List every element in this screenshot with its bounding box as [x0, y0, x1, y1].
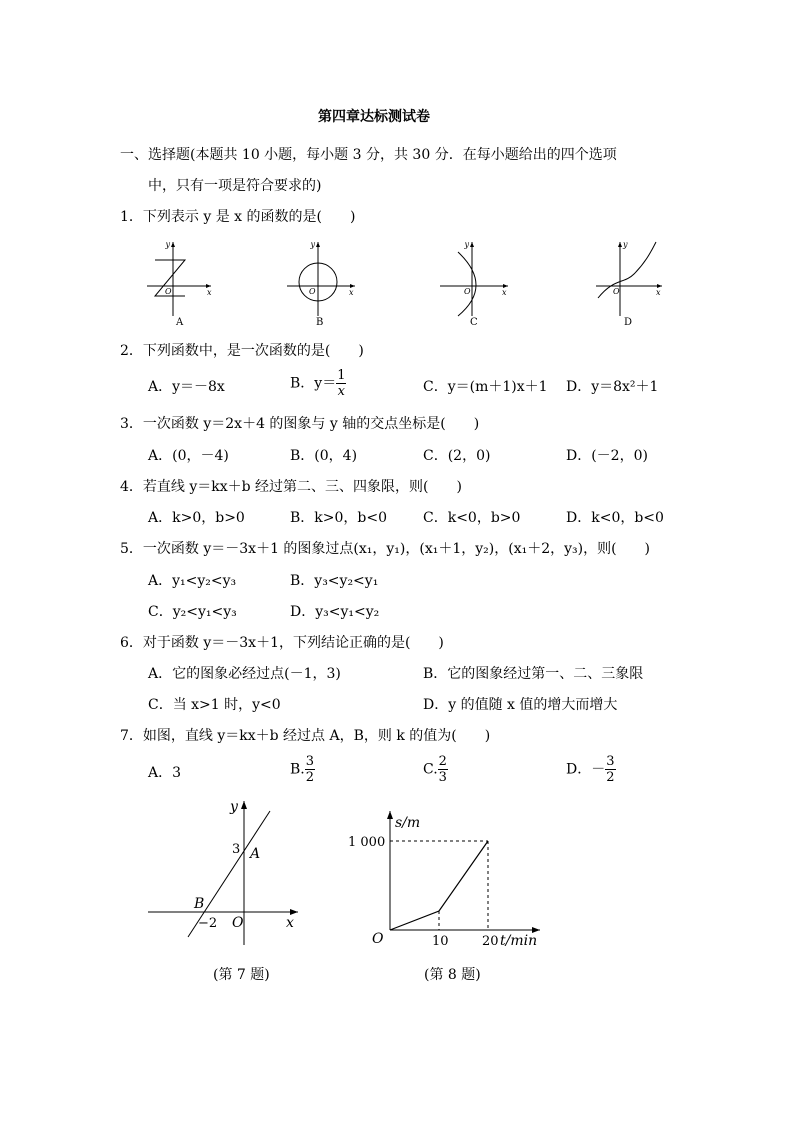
fraction — [336, 368, 346, 399]
option-c-prefix: C. — [423, 761, 438, 778]
y-tick-1000: 1 000 — [348, 835, 386, 850]
x-tick-20: 20 — [482, 934, 499, 949]
axis-y-label: y — [165, 240, 170, 249]
origin-label: O — [309, 287, 316, 296]
axis-x-label: x — [207, 288, 212, 297]
numerator: 3 — [305, 754, 315, 769]
option-b-prefix: B. — [290, 761, 305, 778]
question-4-option-b: B．k>0，b<0 — [290, 510, 388, 526]
section-header-line1: 一、选择题(本题共 10 小题，每小题 3 分，共 30 分．在每小题给出的四个选项 — [120, 147, 617, 163]
question-1-graph-b — [285, 238, 360, 318]
axis-x-label: x — [349, 288, 354, 297]
y-axis-label: s/m — [395, 815, 421, 831]
question-3-stem: 3．一次函数 y＝2x＋4 的图象与 y 轴的交点坐标是( ) — [120, 416, 480, 432]
axis-x-label: x — [502, 288, 507, 297]
question-4-option-c: C．k<0，b>0 — [423, 510, 521, 526]
origin-label: O — [165, 287, 172, 296]
x-intercept-value: −2 — [198, 916, 218, 931]
question-2-stem: 2．下列函数中，是一次函数的是( ) — [120, 343, 364, 359]
question-1-graph-c — [438, 238, 513, 318]
question-1-graph-d — [594, 238, 666, 318]
section-header-line2: 中，只有一项是符合要求的) — [148, 178, 322, 194]
axis-y-label: y — [310, 240, 315, 249]
origin-label: O — [613, 287, 620, 296]
question-7-option-c — [423, 754, 448, 785]
question-2-option-d: D．y＝8x²＋1 — [566, 379, 659, 395]
question-5-option-c: C．y₂<y₁<y₃ — [148, 604, 237, 620]
question-6-option-a: A．它的图象必经过点(－1，3) — [148, 666, 341, 682]
fraction — [305, 754, 315, 785]
question-5-stem: 5．一次函数 y＝－3x＋1 的图象过点(x₁，y₁)，(x₁＋1，y₂)，(x₁＋2，y₃)，则( ) — [120, 541, 651, 557]
question-1-label-b: B — [316, 317, 324, 328]
denominator: 3 — [438, 770, 447, 785]
x-axis-label: t/min — [500, 933, 538, 949]
question-5-option-b: B．y₃<y₂<y₁ — [290, 573, 379, 589]
figure-7-caption: (第 7 题) — [213, 967, 270, 983]
question-3-option-b: B．(0，4) — [290, 448, 358, 464]
numerator: 1 — [337, 368, 346, 383]
question-1-graph-a — [145, 238, 215, 318]
question-1-label-d: D — [624, 317, 633, 328]
denominator: 2 — [606, 770, 615, 785]
option-d-prefix: D．－ — [566, 761, 606, 778]
origin-label: O — [232, 915, 244, 931]
figure-7-graph — [140, 795, 310, 950]
question-5-option-d: D．y₃<y₁<y₂ — [290, 604, 380, 620]
question-7-stem: 7．如图，直线 y＝kx＋b 经过点 A，B，则 k 的值为( ) — [120, 728, 491, 744]
question-2-option-c: C．y＝(m＋1)x＋1 — [423, 379, 548, 395]
question-6-option-d: D．y 的值随 x 值的增大而增大 — [423, 697, 618, 713]
question-2-option-b — [290, 368, 346, 399]
question-4-stem: 4．若直线 y＝kx＋b 经过第二、三、四象限，则( ) — [120, 479, 462, 495]
fraction — [438, 754, 448, 785]
question-3-option-c: C．(2，0) — [423, 448, 491, 464]
numerator: 2 — [438, 754, 447, 769]
question-7-option-d — [566, 754, 616, 785]
question-6-option-c: C．当 x>1 时，y<0 — [148, 697, 281, 713]
denominator: 2 — [305, 770, 315, 785]
question-6-option-b: B．它的图象经过第一、二、三象限 — [423, 666, 644, 682]
origin-label: O — [372, 931, 384, 947]
denominator: x — [337, 384, 346, 399]
question-1-label-c: C — [470, 317, 478, 328]
question-1-label-a: A — [176, 317, 184, 328]
question-3-option-a: A．(0，－4) — [148, 448, 229, 464]
question-4-option-d: D．k<0，b<0 — [566, 510, 664, 526]
axis-x-label: x — [656, 288, 661, 297]
y-intercept-value: 3 — [232, 842, 241, 857]
page-title: 第四章达标测试卷 — [318, 109, 430, 125]
question-2-option-a: A．y＝－8x — [148, 379, 225, 395]
distance-line — [390, 841, 488, 930]
question-3-option-d: D．(－2，0) — [566, 448, 648, 464]
question-6-stem: 6．对于函数 y＝－3x＋1，下列结论正确的是( ) — [120, 635, 444, 651]
question-5-option-a: A．y₁<y₂<y₃ — [148, 573, 237, 589]
axis-y-label: y — [230, 799, 238, 815]
axis-y-label: y — [623, 240, 628, 249]
x-tick-10: 10 — [432, 934, 449, 949]
numerator: 3 — [606, 754, 615, 769]
option-b-prefix: B．y＝ — [290, 375, 337, 392]
point-b-label: B — [194, 896, 205, 912]
fraction — [605, 754, 615, 785]
question-7-option-b — [290, 754, 315, 785]
question-7-option-a: A．3 — [148, 765, 182, 781]
figure-8-graph — [340, 805, 555, 955]
origin-label: O — [464, 287, 471, 296]
figure-8-caption: (第 8 题) — [424, 967, 481, 983]
question-4-option-a: A．k>0，b>0 — [148, 510, 245, 526]
question-1-stem: 1．下列表示 y 是 x 的函数的是( ) — [120, 209, 356, 225]
axis-x-label: x — [286, 915, 294, 931]
axis-y-label: y — [464, 240, 469, 249]
point-a-label: A — [250, 846, 261, 862]
